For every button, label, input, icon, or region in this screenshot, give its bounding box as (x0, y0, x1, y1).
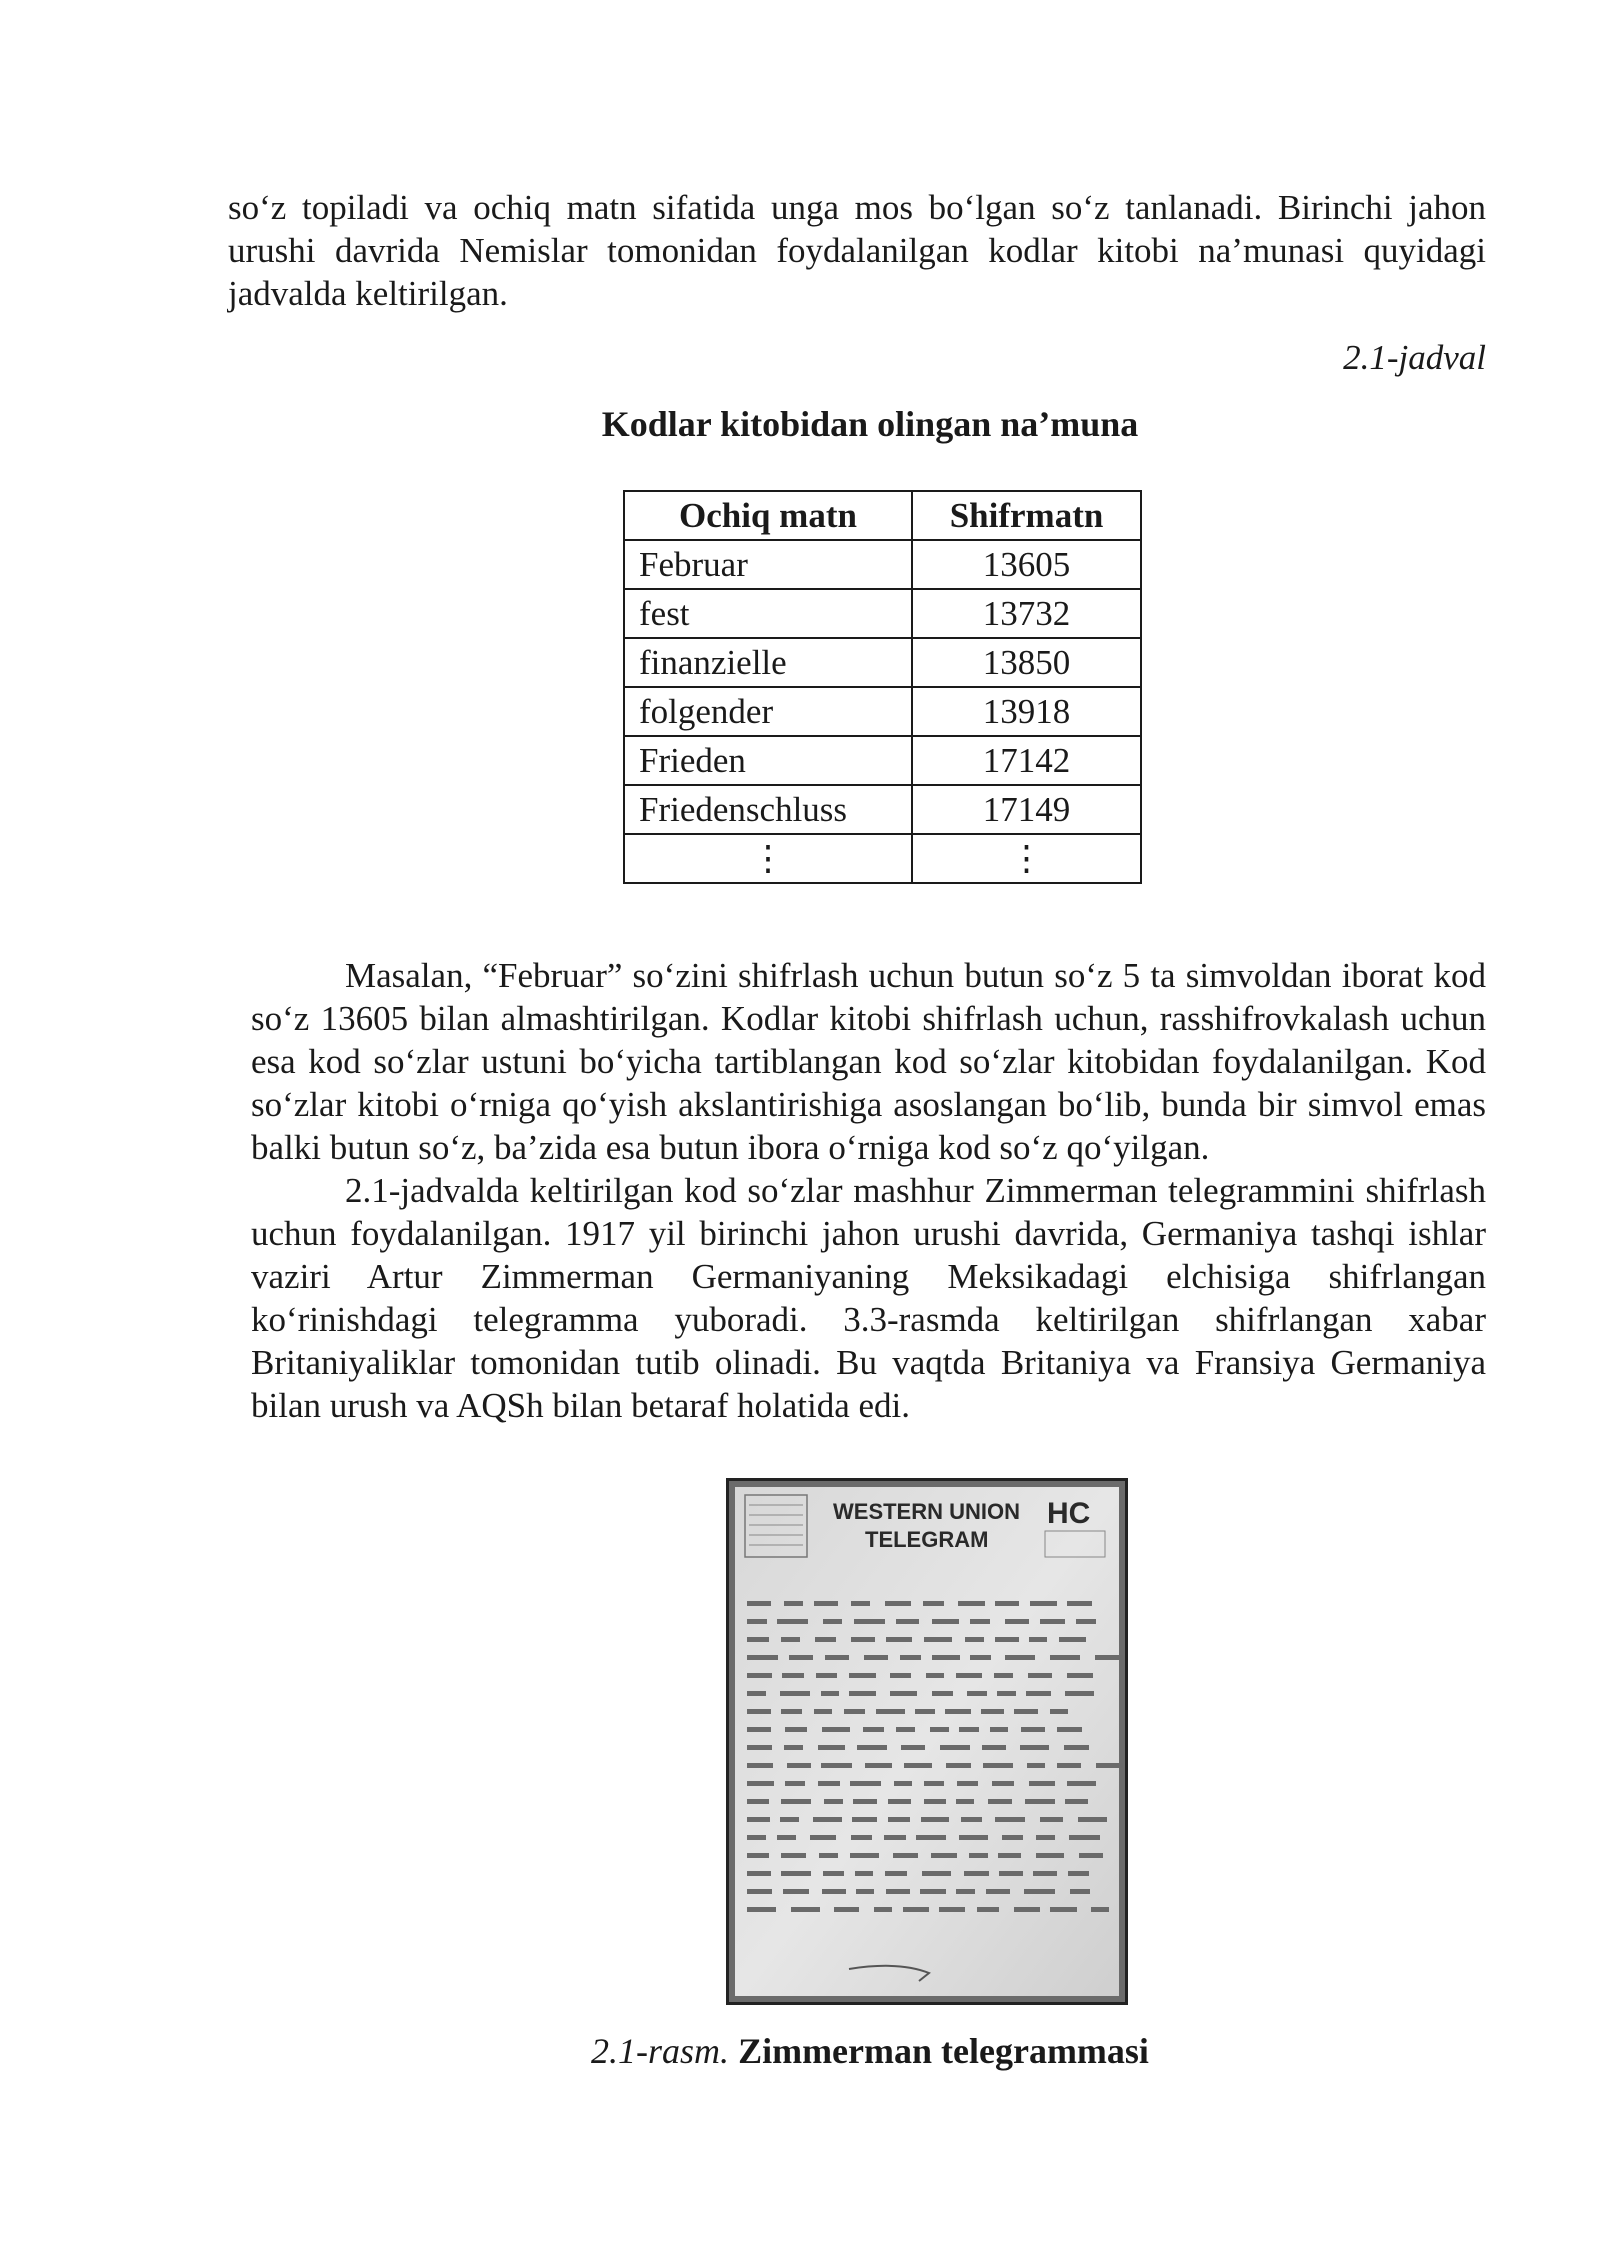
telegram-code-group (747, 1817, 770, 1822)
telegram-code-group (1005, 1619, 1029, 1624)
telegram-code-group (1026, 1691, 1051, 1696)
plaintext-cell: finanzielle (624, 638, 912, 687)
cipher-cell: 13605 (912, 540, 1141, 589)
cipher-cell: 13732 (912, 589, 1141, 638)
telegram-code-group (852, 1817, 877, 1822)
telegram-code-group (956, 1889, 975, 1894)
telegram-code-group (876, 1709, 905, 1714)
telegram-code-group (1036, 1853, 1064, 1858)
intro-paragraph: so‘z topiladi va ochiq matn sifatida unga mos bo‘lgan so‘z tanlanadi. Birinchi jahon urushi davrida Nemislar tomonidan foydalanilgan kodlar kitobi na’munasi quyidagi jadvalda keltirilgan. (228, 188, 1486, 313)
telegram-code-group (1068, 1871, 1089, 1876)
telegram-code-group (930, 1727, 949, 1732)
telegram-code-group (781, 1799, 811, 1804)
telegram-code-group (981, 1709, 1004, 1714)
telegram-code-group (1030, 1601, 1057, 1606)
telegram-code-group (932, 1619, 959, 1624)
telegram-image (726, 1478, 1128, 2005)
telegram-code-group (810, 1835, 836, 1840)
plaintext-cell: Friedenschluss (624, 785, 912, 834)
telegram-code-group (747, 1799, 769, 1804)
telegram-code-group (1028, 1673, 1052, 1678)
telegram-code-group (896, 1619, 919, 1624)
telegram-code-group (965, 1637, 984, 1642)
plaintext-cell: Frieden (624, 736, 912, 785)
telegram-code-group (893, 1853, 918, 1858)
telegram-code-group (747, 1637, 769, 1642)
telegram-code-group (824, 1799, 843, 1804)
telegram-code-group (995, 1637, 1019, 1642)
telegram-code-group (890, 1673, 911, 1678)
table-ellipsis-row (624, 834, 1141, 883)
telegram-code-group (977, 1907, 999, 1912)
telegram-code-group (964, 1871, 989, 1876)
telegram-code-group (1076, 1619, 1096, 1624)
cipher-cell: 17142 (912, 736, 1141, 785)
telegram-stamp: HC (1047, 1497, 1091, 1530)
telegram-code-group (747, 1745, 772, 1750)
telegram-code-group (959, 1727, 979, 1732)
telegram-code-group (783, 1889, 809, 1894)
telegram-code-group (1065, 1799, 1088, 1804)
telegram-code-group (1096, 1763, 1123, 1768)
telegram-code-group (1079, 1853, 1103, 1858)
telegram-code-group (940, 1745, 970, 1750)
telegram-header-line1: WESTERN UNION (833, 1499, 1020, 1524)
telegram-code-group (1057, 1727, 1082, 1732)
telegram-code-group (818, 1781, 840, 1786)
telegram-code-group (747, 1601, 771, 1606)
telegram-code-group (1067, 1601, 1092, 1606)
telegram-code-group (849, 1691, 876, 1696)
telegram-code-group (850, 1781, 881, 1786)
telegram-code-group (1067, 1781, 1096, 1786)
telegram-code-group (956, 1799, 974, 1804)
telegram-code-group (924, 1799, 946, 1804)
telegram-code-group (874, 1907, 892, 1912)
telegram-code-group (849, 1673, 876, 1678)
telegram-code-group (777, 1619, 808, 1624)
telegram-code-group (995, 1817, 1025, 1822)
telegram-code-group (816, 1673, 837, 1678)
telegram-code-group (1067, 1673, 1093, 1678)
telegram-code-group (822, 1727, 850, 1732)
telegram-code-group (747, 1763, 773, 1768)
telegram-code-group (969, 1853, 988, 1858)
telegram-code-group (785, 1781, 805, 1786)
telegram-code-group (921, 1817, 949, 1822)
telegram-code-group (1025, 1799, 1055, 1804)
telegram-code-group (1040, 1817, 1063, 1822)
telegram-code-group (926, 1673, 944, 1678)
telegram-code-group (931, 1853, 957, 1858)
telegram-code-group (781, 1637, 800, 1642)
paragraph-2: 2.1-jadvalda keltirilgan kod so‘zlar mashhur Zimmerman telegrammini shifrlash uchun foydalanilgan. 1917 yil birinchi jahon urushi davrida, Germaniya tashqi ishlar vaziri Artur Zimmerman Germaniyaning Meksikadagi elchisiga shifrlangan ko‘rinishdagi telegramma yuboradi. 3.3-rasmda keltirilgan shifrlangan xabar Britaniyaliklar tomonidan tutib olinadi. Bu vaqtda Britaniya va Fransiya Germaniya bilan urush va AQSh bilan betaraf holatida edi. (251, 1171, 1486, 1425)
telegram-code-group (814, 1601, 838, 1606)
telegram-code-group (1057, 1763, 1081, 1768)
telegram-code-group (886, 1889, 910, 1894)
telegram-code-group (747, 1889, 772, 1894)
telegram-code-group (1002, 1835, 1023, 1840)
telegram-code-group (814, 1709, 832, 1714)
telegram-code-group (961, 1817, 982, 1822)
telegram-code-group (1078, 1817, 1107, 1822)
telegram-code-group (864, 1655, 888, 1660)
telegram-code-group (923, 1601, 944, 1606)
telegram-code-group (916, 1835, 946, 1840)
telegram-code-group (997, 1691, 1016, 1696)
telegram-code-group (780, 1691, 810, 1696)
telegram-code-group (857, 1745, 887, 1750)
telegram-code-group (1095, 1655, 1123, 1660)
telegram-code-group (747, 1853, 769, 1858)
telegram-code-group (825, 1655, 849, 1660)
telegram-code-group (1050, 1709, 1068, 1714)
header-plaintext: Ochiq matn (624, 491, 912, 540)
figure-caption (0, 2030, 1600, 2072)
telegram-code-group (851, 1601, 870, 1606)
telegram-code-group (789, 1655, 813, 1660)
telegram-code-group (1050, 1907, 1077, 1912)
telegram-code-group (956, 1673, 982, 1678)
telegram-code-group (851, 1637, 875, 1642)
telegram-code-group (781, 1853, 806, 1858)
telegram-code-group (815, 1637, 836, 1642)
telegram-code-group (888, 1799, 911, 1804)
telegram-code-group (851, 1835, 872, 1840)
table-row (624, 785, 1141, 834)
telegram-code-group (747, 1619, 767, 1624)
telegram-code-group (747, 1835, 766, 1840)
telegram-code-group (915, 1709, 935, 1714)
paragraph-1: Masalan, “Februar” so‘zini shifrlash uchun butun so‘z 5 ta simvoldan iborat kod so‘z 13605 bilan almashtirilgan. Kodlar kitobi shifrlash uchun, rasshifrovkalash uchun esa kod so‘zlar ustuni bo‘yicha tartiblangan kod so‘zlar kitobidan foydalanilgan. Kod so‘zlar kitobi o‘rniga qo‘yish akslantirishiga asoslangan bo‘lib, bunda bir simvol emas balki butun so‘z, ba’zida esa butun ibora o‘rniga kod so‘z qo‘yilgan. (251, 956, 1486, 1167)
telegram-code-group (1014, 1907, 1040, 1912)
telegram-code-group (939, 1907, 965, 1912)
telegram-code-group (970, 1655, 991, 1660)
table-number: 2.1-jadval (1343, 338, 1486, 377)
telegram-code-group (992, 1781, 1014, 1786)
telegram-code-group (780, 1817, 799, 1822)
telegram-code-group (959, 1835, 988, 1840)
telegram-code-group (782, 1673, 804, 1678)
telegram-code-group (785, 1727, 807, 1732)
telegram-code-group (1065, 1691, 1094, 1696)
cipher-cell: 13850 (912, 638, 1141, 687)
telegram-code-group (998, 1853, 1021, 1858)
telegram-code-group (791, 1907, 820, 1912)
telegram-code-group (821, 1691, 839, 1696)
telegram-code-group (894, 1781, 912, 1786)
telegram-code-group (994, 1673, 1013, 1678)
codebook-table (623, 490, 1142, 884)
telegram-code-group (855, 1871, 873, 1876)
telegram-code-group (999, 1871, 1023, 1876)
ellipsis-cell: ⋮ (912, 834, 1141, 883)
telegram-code-group (932, 1655, 960, 1660)
telegram-header-line2: TELEGRAM (865, 1527, 989, 1552)
plaintext-cell: folgender (624, 687, 912, 736)
telegram-code-group (970, 1619, 990, 1624)
telegram-code-group (945, 1709, 971, 1714)
telegram-code-group (932, 1691, 953, 1696)
telegram-code-group (990, 1727, 1008, 1732)
telegram-code-group (747, 1727, 771, 1732)
telegram-code-group (885, 1871, 907, 1876)
telegram-code-group (1036, 1835, 1055, 1840)
telegram-code-group (986, 1889, 1010, 1894)
table-row (624, 540, 1141, 589)
telegram-code-group (819, 1853, 838, 1858)
caption-title: Zimmerman telegrammasi (738, 2031, 1149, 2071)
telegram-code-group (813, 1817, 842, 1822)
telegram-code-group (784, 1601, 803, 1606)
telegram-code-group (747, 1709, 771, 1714)
telegram-code-group (988, 1799, 1012, 1804)
ellipsis-cell: ⋮ (624, 834, 912, 883)
telegram-code-group (747, 1871, 771, 1876)
cipher-cell: 13918 (912, 687, 1141, 736)
telegram-code-group (747, 1691, 766, 1696)
telegram-code-group (821, 1763, 852, 1768)
body-text (251, 954, 1486, 1427)
telegram-code-group (885, 1601, 911, 1606)
telegram-code-group (1050, 1655, 1080, 1660)
telegram-code-group (901, 1745, 925, 1750)
telegram-code-group (896, 1727, 915, 1732)
telegram-code-group (886, 1637, 912, 1642)
table-row (624, 589, 1141, 638)
telegram-code-group (1005, 1655, 1035, 1660)
telegram-code-group (1040, 1619, 1065, 1624)
telegram-code-group (823, 1619, 842, 1624)
telegram-code-group (995, 1601, 1019, 1606)
table-title: Kodlar kitobidan olingan na’muna (601, 404, 1139, 444)
plaintext-cell: fest (624, 589, 912, 638)
telegram-code-group (888, 1817, 910, 1822)
telegram-code-group (1069, 1835, 1100, 1840)
telegram-code-group (747, 1907, 776, 1912)
telegram-code-group (924, 1781, 944, 1786)
telegram-code-group (1029, 1637, 1047, 1642)
telegram-code-group (747, 1673, 772, 1678)
telegram-code-group (822, 1889, 846, 1894)
telegram-code-group (856, 1889, 874, 1894)
header-ciphertext: Shifrmatn (912, 491, 1141, 540)
telegram-code-group (1033, 1871, 1057, 1876)
telegram-code-group (1014, 1709, 1038, 1714)
telegram-code-group (784, 1745, 803, 1750)
telegram-code-group (781, 1871, 811, 1876)
telegram-code-group (904, 1763, 932, 1768)
telegram-code-group (834, 1907, 859, 1912)
telegram-code-group (900, 1655, 921, 1660)
telegram-paper (735, 1487, 1119, 1996)
telegram-code-group (1020, 1745, 1049, 1750)
telegram-code-group (850, 1853, 879, 1858)
telegram-code-group (787, 1763, 811, 1768)
telegram-code-group (854, 1619, 885, 1624)
telegram-code-group (865, 1763, 892, 1768)
telegram-code-group (1021, 1727, 1045, 1732)
telegram-code-group (983, 1763, 1013, 1768)
telegram-code-group (982, 1745, 1006, 1750)
telegram-code-group (922, 1871, 951, 1876)
telegram-code-group (1024, 1889, 1055, 1894)
table-row (624, 736, 1141, 785)
telegram-code-group (903, 1907, 929, 1912)
telegram-code-group (863, 1727, 884, 1732)
telegram-code-group (958, 1601, 985, 1606)
telegram-code-group (781, 1709, 802, 1714)
telegram-code-group (818, 1745, 845, 1750)
telegram-code-group (1059, 1637, 1086, 1642)
telegram-code-group (747, 1655, 778, 1660)
telegram-code-group (1091, 1907, 1109, 1912)
telegram-code-group (920, 1889, 946, 1894)
telegram-code-group (747, 1781, 774, 1786)
telegram-code-group (1027, 1763, 1045, 1768)
telegram-code-group (1064, 1745, 1089, 1750)
table-row (624, 687, 1141, 736)
telegram-code-group (853, 1799, 877, 1804)
telegram-code-group (924, 1637, 952, 1642)
telegram-code-group (890, 1691, 917, 1696)
telegram-code-group (946, 1763, 971, 1768)
telegram-code-group (777, 1835, 796, 1840)
telegram-code-group (1070, 1889, 1090, 1894)
plaintext-cell: Februar (624, 540, 912, 589)
table-header-row (624, 491, 1141, 540)
telegram-scan (729, 1481, 1125, 2002)
cipher-cell: 17149 (912, 785, 1141, 834)
telegram-code-group (844, 1709, 865, 1714)
telegram-code-group (1029, 1781, 1055, 1786)
telegram-code-group (884, 1835, 906, 1840)
caption-number: 2.1-rasm. (591, 2031, 730, 2071)
telegram-code-group (957, 1781, 978, 1786)
table-row (624, 638, 1141, 687)
telegram-code-group (823, 1871, 844, 1876)
telegram-code-group (967, 1691, 987, 1696)
